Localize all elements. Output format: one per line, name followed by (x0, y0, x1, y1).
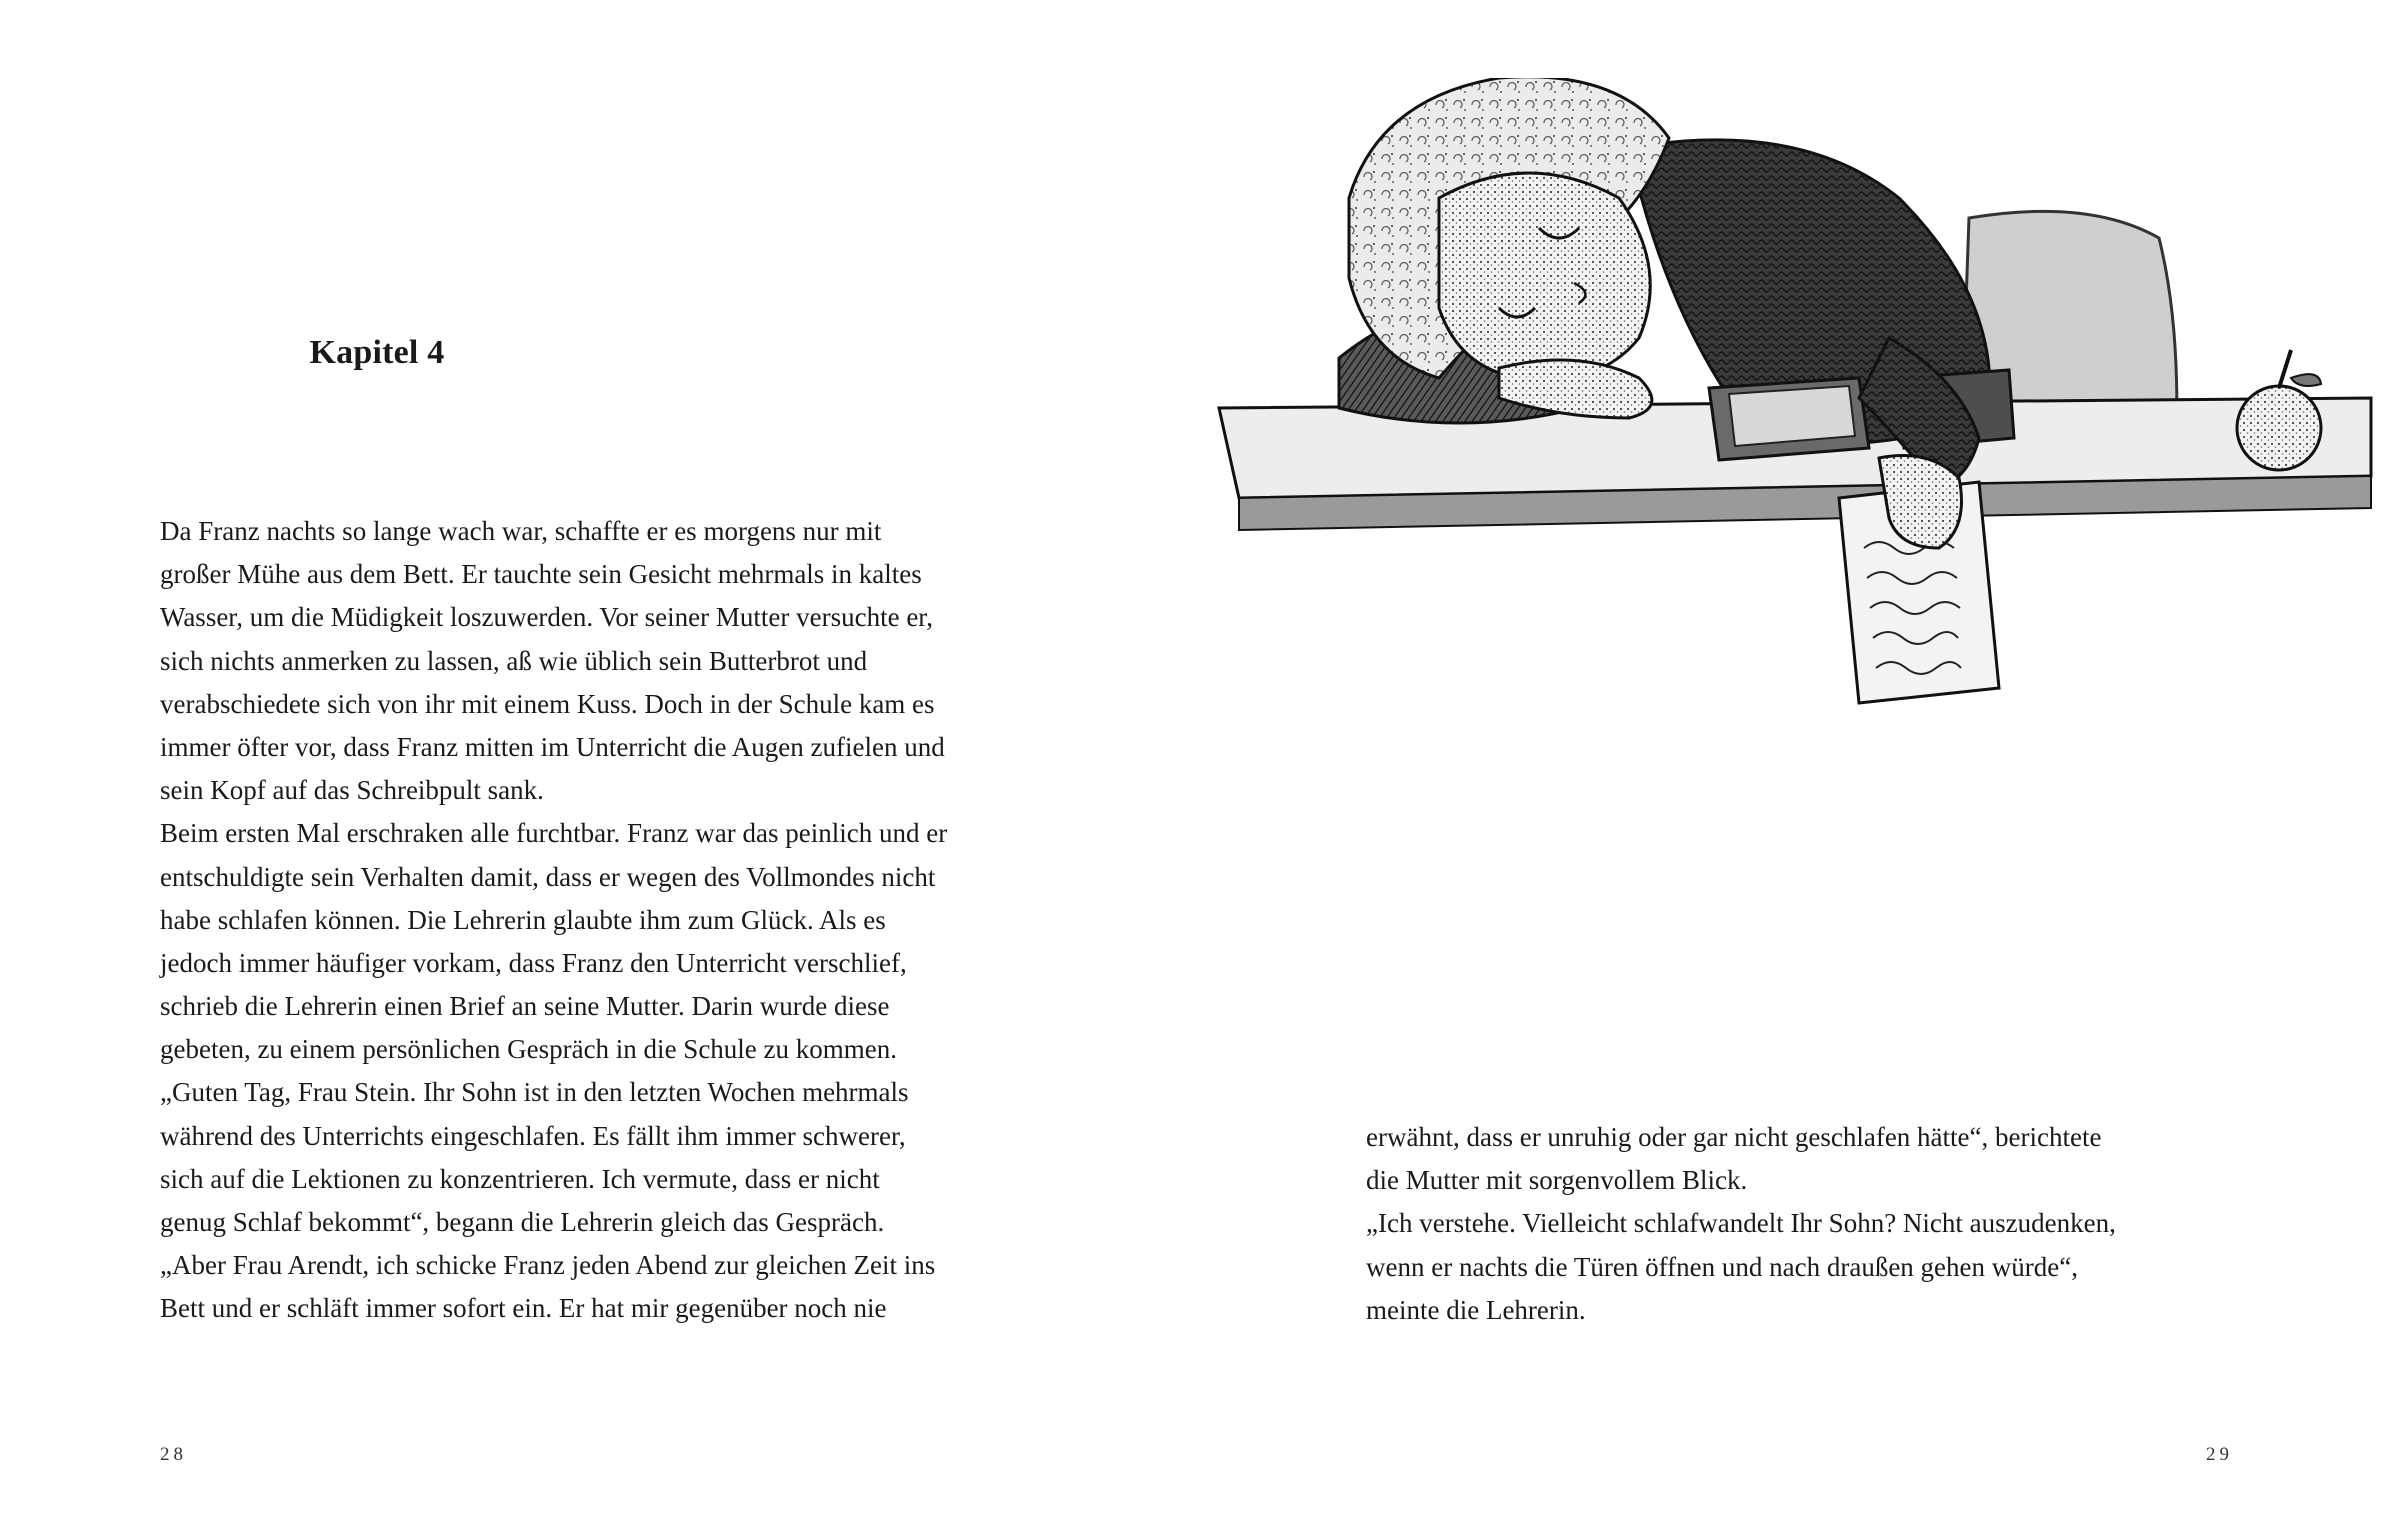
text-line: Da Franz nachts so lange wach war, schaffte er es morgens nur mit (160, 516, 882, 546)
text-line: schrieb die Lehrerin einen Brief an seine Mutter. Darin wurde diese (160, 991, 890, 1022)
sleeping-boy-at-desk-illustration (1199, 78, 2381, 1078)
text-line: entschuldigte sein Verhalten damit, dass er wegen des Vollmondes nicht (160, 861, 936, 892)
left-body-text (160, 510, 947, 1331)
text-line: „Aber Frau Arendt, ich schicke Franz jeden Abend zur gleichen Zeit ins (160, 1250, 936, 1281)
text-line: großer Mühe aus dem Bett. Er tauchte sein Gesicht mehrmals in kaltes (160, 559, 922, 590)
text-line: meinte die Lehrerin. (1366, 1294, 1586, 1325)
text-line: sein Kopf auf das Schreibpult sank. (160, 775, 544, 806)
face (1439, 173, 1650, 380)
text-line: Wasser, um die Müdigkeit loszuwerden. Vor seiner Mutter versuchte er, (160, 602, 933, 633)
right-page (1191, 0, 2381, 1530)
text-line: während des Unterrichts eingeschlafen. Es fällt ihm immer schwerer, (160, 1120, 906, 1151)
text-line: habe schlafen können. Die Lehrerin glaubte ihm zum Glück. Als es (160, 904, 886, 935)
text-line: sich nichts anmerken zu lassen, aß wie üblich sein Butterbrot und (160, 645, 868, 676)
text-line: gebeten, zu einem persönlichen Gespräch in die Schule zu kommen. (160, 1034, 898, 1065)
text-line: Beim ersten Mal erschraken alle furchtbar. Franz war das peinlich und er (160, 818, 948, 849)
text-line: wenn er nachts die Türen öffnen und nach draußen gehen würde“, (1366, 1251, 2078, 1282)
apple (2237, 386, 2321, 470)
text-line: jedoch immer häufiger vorkam, dass Franz den Unterricht verschlief, (160, 947, 907, 978)
text-line: sich auf die Lektionen zu konzentrieren. Ich vermute, dass er nicht (160, 1163, 880, 1194)
chapter-title: Kapitel 4 (309, 334, 445, 371)
text-line: verabschiedete sich von ihr mit einem Kuss. Doch in der Schule kam es (160, 688, 935, 719)
text-line: genug Schlaf bekommt“, begann die Lehrerin gleich das Gespräch. (160, 1207, 885, 1237)
text-line: die Mutter mit sorgenvollem Blick. (1366, 1165, 1748, 1196)
text-line: „Guten Tag, Frau Stein. Ihr Sohn ist in den letzten Wochen mehrmals (160, 1077, 909, 1108)
text-line: immer öfter vor, dass Franz mitten im Unterricht die Augen zufielen und (160, 731, 945, 762)
text-line: „Ich verstehe. Vielleicht schlafwandelt Ihr Sohn? Nicht auszudenken, (1366, 1208, 2116, 1239)
page-number-left: 28 (160, 1444, 187, 1465)
text-line: Bett und er schläft immer sofort ein. Er hat mir gegenüber noch nie (160, 1293, 887, 1324)
left-page (0, 0, 1190, 1530)
right-body-text (1366, 1116, 2116, 1332)
page-number-right: 29 (2206, 1444, 2233, 1465)
text-line: erwähnt, dass er unruhig oder gar nicht geschlafen hätte“, berichtete (1366, 1122, 2102, 1152)
